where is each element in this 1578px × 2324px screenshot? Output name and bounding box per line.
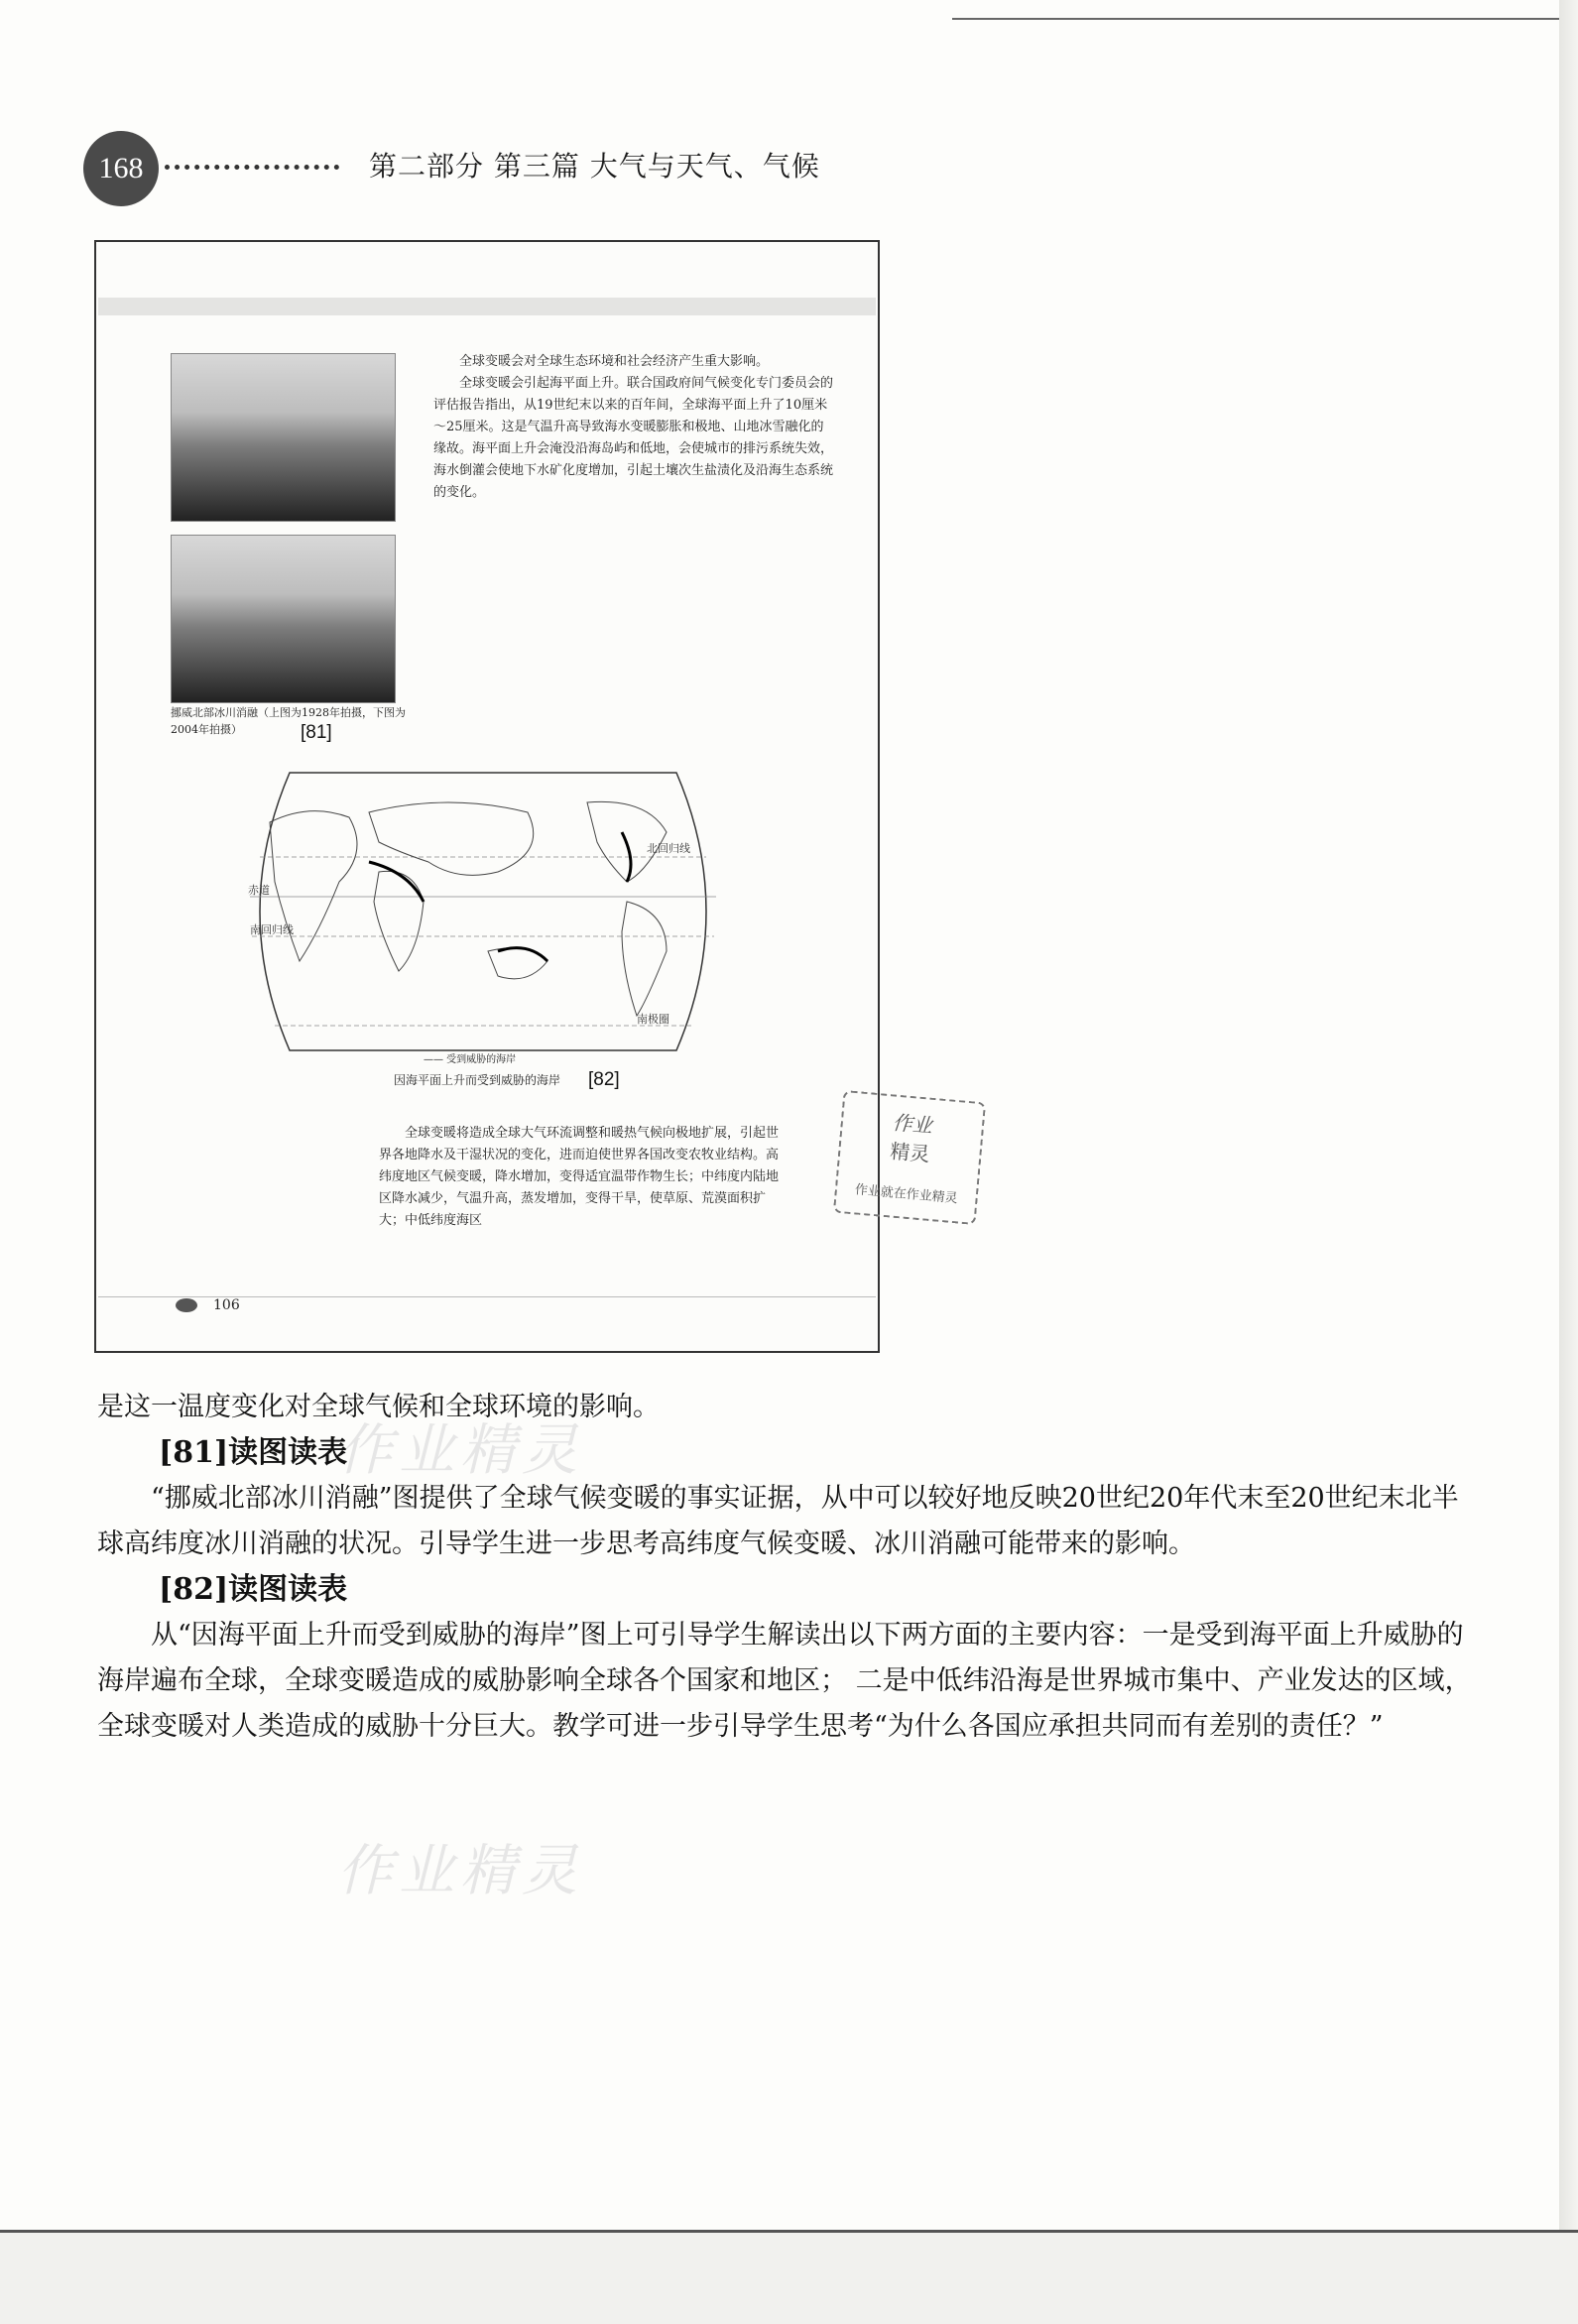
paragraph-82: 从“因海平面上升而受到威胁的海岸”图上可引导学生解读出以下两方面的主要内容：一是受到海平面上升威胁的海岸遍布全球，全球变暖造成的威胁影响全球各个国家和地区； 二是中低纬沿海是世界城市集中、产业发达的区域，全球变暖对人类造成的威胁十分巨大。教学可进一步引导学生思考“为什么各国应承担共同而有差别的责任？” xyxy=(97,1620,1472,1742)
map-legend: —— 受到威胁的海岸 xyxy=(424,1054,517,1065)
inner-text-top xyxy=(433,351,835,504)
world-coastline-map xyxy=(230,763,736,1060)
inner-paragraph: 全球变暖会引起海平面上升。联合国政府间气候变化专门委员会的评估报告指出，从19世纪末以来的百年间，全球海平面上升了10厘米～25厘米。这是气温升高导致海水变暖膨胀和极地、山地冰雪融化的缘故。海平面上升会淹没沿海岛屿和低地，会使城市的排污系统失效，海水倒灌会使地下水矿化度增加，引起土壤次生盐渍化及沿海生态系统的变化。 xyxy=(433,376,834,500)
map-label-equator: 赤道 xyxy=(248,884,270,897)
map-label-south-tropic: 南回归线 xyxy=(250,923,294,936)
page-header xyxy=(0,0,1578,218)
inner-text-bottom xyxy=(379,1123,790,1232)
stamp-line: 精灵 xyxy=(889,1139,931,1166)
textbook-figure xyxy=(94,240,880,1353)
page-edge-shadow xyxy=(1559,0,1578,2321)
figure-top-band xyxy=(98,298,876,315)
inner-page-number: 106 xyxy=(213,1297,240,1313)
page-number-badge: 168 xyxy=(83,131,159,206)
globe-icon xyxy=(176,1298,197,1312)
inner-page-footer xyxy=(176,1297,240,1313)
stamp-line: 作业就在作业精灵 xyxy=(854,1182,959,1207)
watermark-stamp xyxy=(833,1090,986,1225)
body-intro: 是这一温度变化对全球气候和全球环境的影响。 xyxy=(97,1392,660,1422)
watermark-text: 作业精灵 xyxy=(337,1418,583,1483)
photo-caption: 挪威北部冰川消融（上图为1928年拍摄，下图为2004年拍摄） xyxy=(171,706,406,736)
stamp-line: 作业 xyxy=(891,1110,933,1138)
inner-paragraph: 全球变暖会对全球生态环境和社会经济产生重大影响。 xyxy=(459,354,770,369)
watermark-text: 作业精灵 xyxy=(337,1839,583,1903)
map-caption: 因海平面上升而受到威胁的海岸 xyxy=(394,1073,561,1087)
scan-bottom-band xyxy=(0,2230,1578,2324)
map-label-north-tropic: 北回归线 xyxy=(647,842,690,855)
heading-81: [81]读图读表 xyxy=(159,1435,348,1470)
glacier-photo-1928 xyxy=(171,353,396,522)
figure-tag-82: [82] xyxy=(588,1069,620,1090)
glacier-photo-2004 xyxy=(171,535,396,703)
section-title: 第二部分 第三篇 大气与天气、气候 xyxy=(369,150,820,183)
paragraph-81: “挪威北部冰川消融”图提供了全球气候变暖的事实证据，从中可以较好地反映20世纪20年代末至20世纪末北半球高纬度冰川消融的状况。引导学生进一步思考高纬度气候变暖、冰川消融可能带来的影响。 xyxy=(97,1483,1459,1559)
map-label-antarctic: 南极圈 xyxy=(637,1013,669,1026)
header-dotted-leader xyxy=(165,165,339,170)
heading-82: [82]读图读表 xyxy=(159,1572,348,1607)
inner-paragraph: 全球变暖将造成全球大气环流调整和暖热气候向极地扩展，引起世界各地降水及干湿状况的变化，进而迫使世界各国改变农牧业结构。高纬度地区气候变暖，降水增加，变得适宜温带作物生长；中纬度内陆地区降水减少，气温升高，蒸发增加，变得干旱，使草原、荒漠面积扩大；中低纬度海区 xyxy=(379,1126,780,1228)
figure-tag-81: [81] xyxy=(301,722,332,743)
body-text xyxy=(97,1385,1478,1750)
